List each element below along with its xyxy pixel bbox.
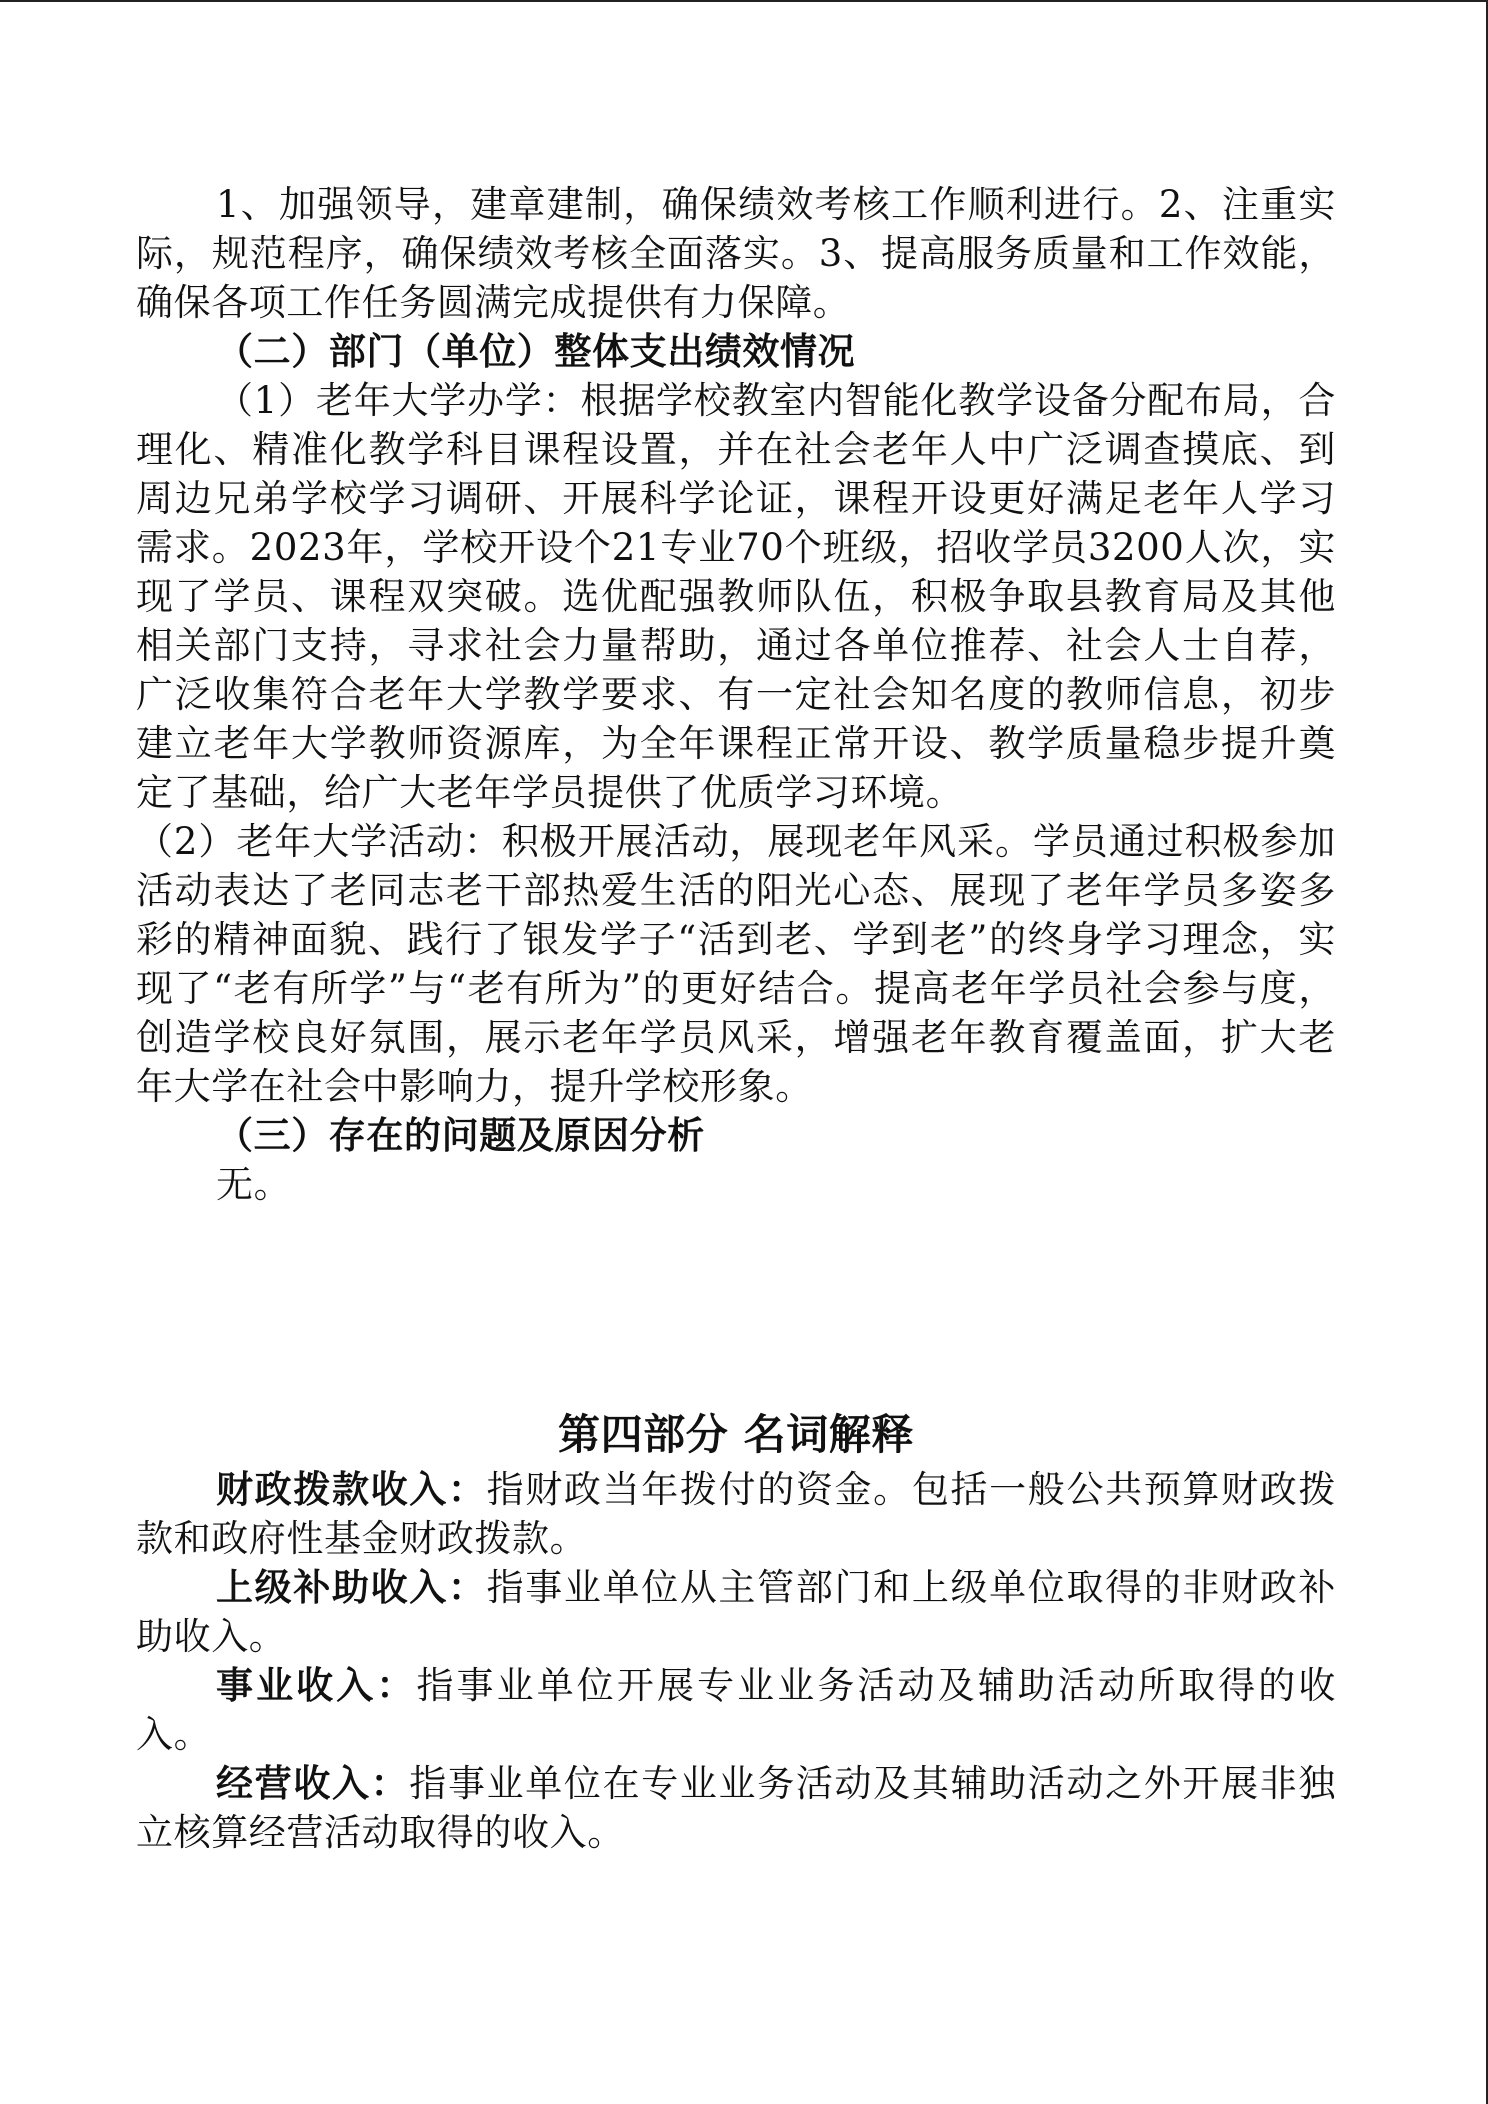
paragraph-university-operation: （1）老年大学办学：根据学校教室内智能化教学设备分配布局，合理化、精准化教学科目课程设置，并在社会老年人中广泛调查摸底、到周边兄弟学校学习调研、开展科学论证，课程开设更好满足老年人学习需求。2023年，学校开设个21专业70个班级，招收学员3200人次，实现了学员、课程双突破。选优配强教师队伍，积极争取县教育局及其他相关部门支持，寻求社会力量帮助，通过各单位推荐、社会人士自荐，广泛收集符合老年大学教学要求、有一定社会知名度的教师信息，初步建立老年大学教师资源库，为全年课程正常开设、教学质量稳步提升奠定了基础，给广大老年学员提供了优质学习环境。 <box>136 379 1336 814</box>
term-item <box>136 1465 1336 1563</box>
page-border-top <box>0 0 1488 2</box>
term-label: 事业收入： <box>216 1663 417 1707</box>
term-definition: 指事业单位从主管部门和上级单位取得的非财政补助收入。 <box>136 1566 1337 1658</box>
document-body <box>136 180 1336 1857</box>
term-item <box>136 1661 1336 1759</box>
paragraph-measures: 1、加强领导，建章建制，确保绩效考核工作顺利进行。2、注重实际，规范程序，确保绩效考核全面落实。3、提高服务质量和工作效能，确保各项工作任务圆满完成提供有力保障。 <box>136 183 1336 324</box>
term-item <box>136 1759 1336 1857</box>
term-definition: 指事业单位在专业业务活动及其辅助活动之外开展非独立核算经营活动取得的收入。 <box>136 1762 1337 1854</box>
term-label: 经营收入： <box>216 1761 410 1805</box>
section-heading-overall-performance: （二）部门（单位）整体支出绩效情况 <box>216 329 856 373</box>
term-item <box>136 1563 1336 1661</box>
section-spacer <box>136 1209 1336 1405</box>
term-label: 财政拨款收入： <box>216 1467 487 1511</box>
part-four-title: 第四部分 名词解释 <box>557 1410 915 1459</box>
term-definition: 指事业单位开展专业业务活动及辅助活动所取得的收入。 <box>136 1664 1336 1756</box>
paragraph-university-activities: （2）老年大学活动：积极开展活动，展现老年风采。学员通过积极参加活动表达了老同志老干部热爱生活的阳光心态、展现了老年学员多姿多彩的精神面貌、践行了银发学子“活到老、学到老”的终身学习理念，实现了“老有所学”与“老有所为”的更好结合。提高老年学员社会参与度，创造学校良好氛围，展示老年学员风采，增强老年教育覆盖面，扩大老年大学在社会中影响力，提升学校形象。 <box>136 820 1336 1108</box>
term-label: 上级补助收入： <box>216 1565 487 1609</box>
paragraph-none: 无。 <box>216 1163 292 1206</box>
term-definition: 指财政当年拨付的资金。包括一般公共预算财政拨款和政府性基金财政拨款。 <box>136 1468 1337 1560</box>
section-heading-problems: （三）存在的问题及原因分析 <box>216 1113 705 1157</box>
